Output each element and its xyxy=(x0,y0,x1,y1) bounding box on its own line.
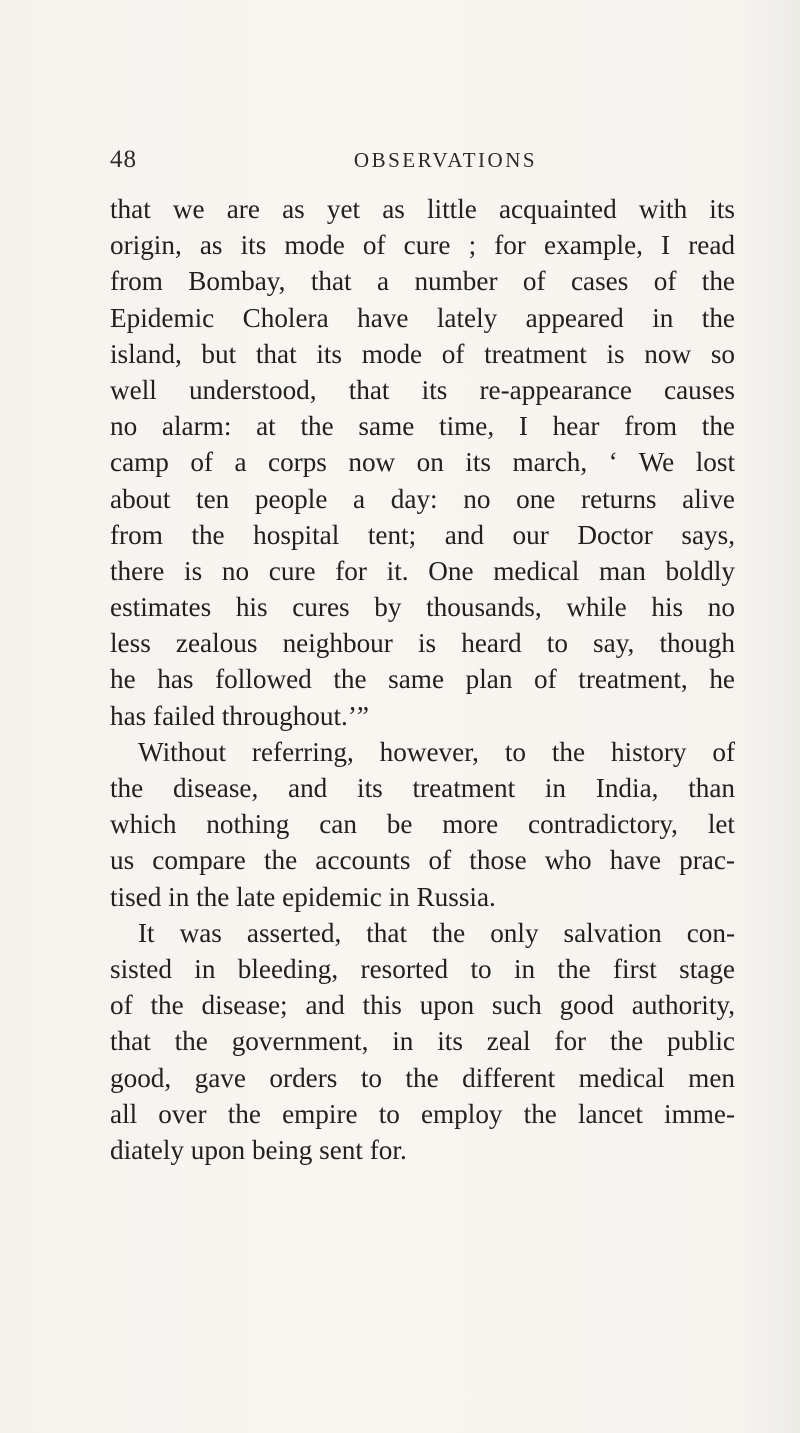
text-line: less zealous neighbour is heard to say, though xyxy=(110,628,735,659)
text-line: Without referring, however, to the history of xyxy=(138,736,735,767)
text-line: camp of a corps now on its march, ‘ We lost xyxy=(110,447,735,478)
page-number: 48 xyxy=(110,146,137,173)
text-line: good, gave orders to the different medical men xyxy=(110,1062,735,1093)
text-line: sisted in bleeding, resorted to in the first stage xyxy=(110,953,735,984)
text-line: that the government, in its zeal for the public xyxy=(110,1026,735,1057)
text-line: from Bombay, that a number of cases of the xyxy=(110,266,735,297)
text-line: he has followed the same plan of treatment, he xyxy=(110,664,735,695)
text-line: the disease, and its treatment in India, than xyxy=(110,773,735,803)
page-header xyxy=(110,146,735,176)
text-line: that we are as yet as little acquainted with its xyxy=(110,194,735,224)
text-line: diately upon being sent for. xyxy=(110,1134,407,1165)
text-line: origin, as its mode of cure ; for example, I read xyxy=(110,230,735,261)
text-line: all over the empire to employ the lancet imme- xyxy=(110,1098,735,1129)
text-line: of the disease; and this upon such good authority, xyxy=(110,990,735,1021)
text-line: no alarm: at the same time, I hear from the xyxy=(110,411,735,442)
text-line: Epidemic Cholera have lately appeared in the xyxy=(110,302,735,333)
text-line: It was asserted, that the only salvation con- xyxy=(138,917,735,948)
text-line: about ten people a day: no one returns alive xyxy=(110,483,735,514)
text-line: tised in the late epidemic in Russia. xyxy=(110,881,496,912)
text-line: well understood, that its re-appearance causes xyxy=(110,374,735,405)
text-line: island, but that its mode of treatment is now so xyxy=(110,338,735,369)
running-head: OBSERVATIONS xyxy=(353,148,538,172)
text-line: has failed throughout.’” xyxy=(110,700,369,731)
text-line: from the hospital tent; and our Doctor says, xyxy=(110,519,735,550)
text-line: which nothing can be more contradictory, let xyxy=(110,809,735,840)
text-line: us compare the accounts of those who have prac- xyxy=(110,845,735,876)
body-text xyxy=(110,191,735,1168)
text-line: there is no cure for it. One medical man boldly xyxy=(110,555,735,586)
text-line: estimates his cures by thousands, while his no xyxy=(110,592,735,623)
